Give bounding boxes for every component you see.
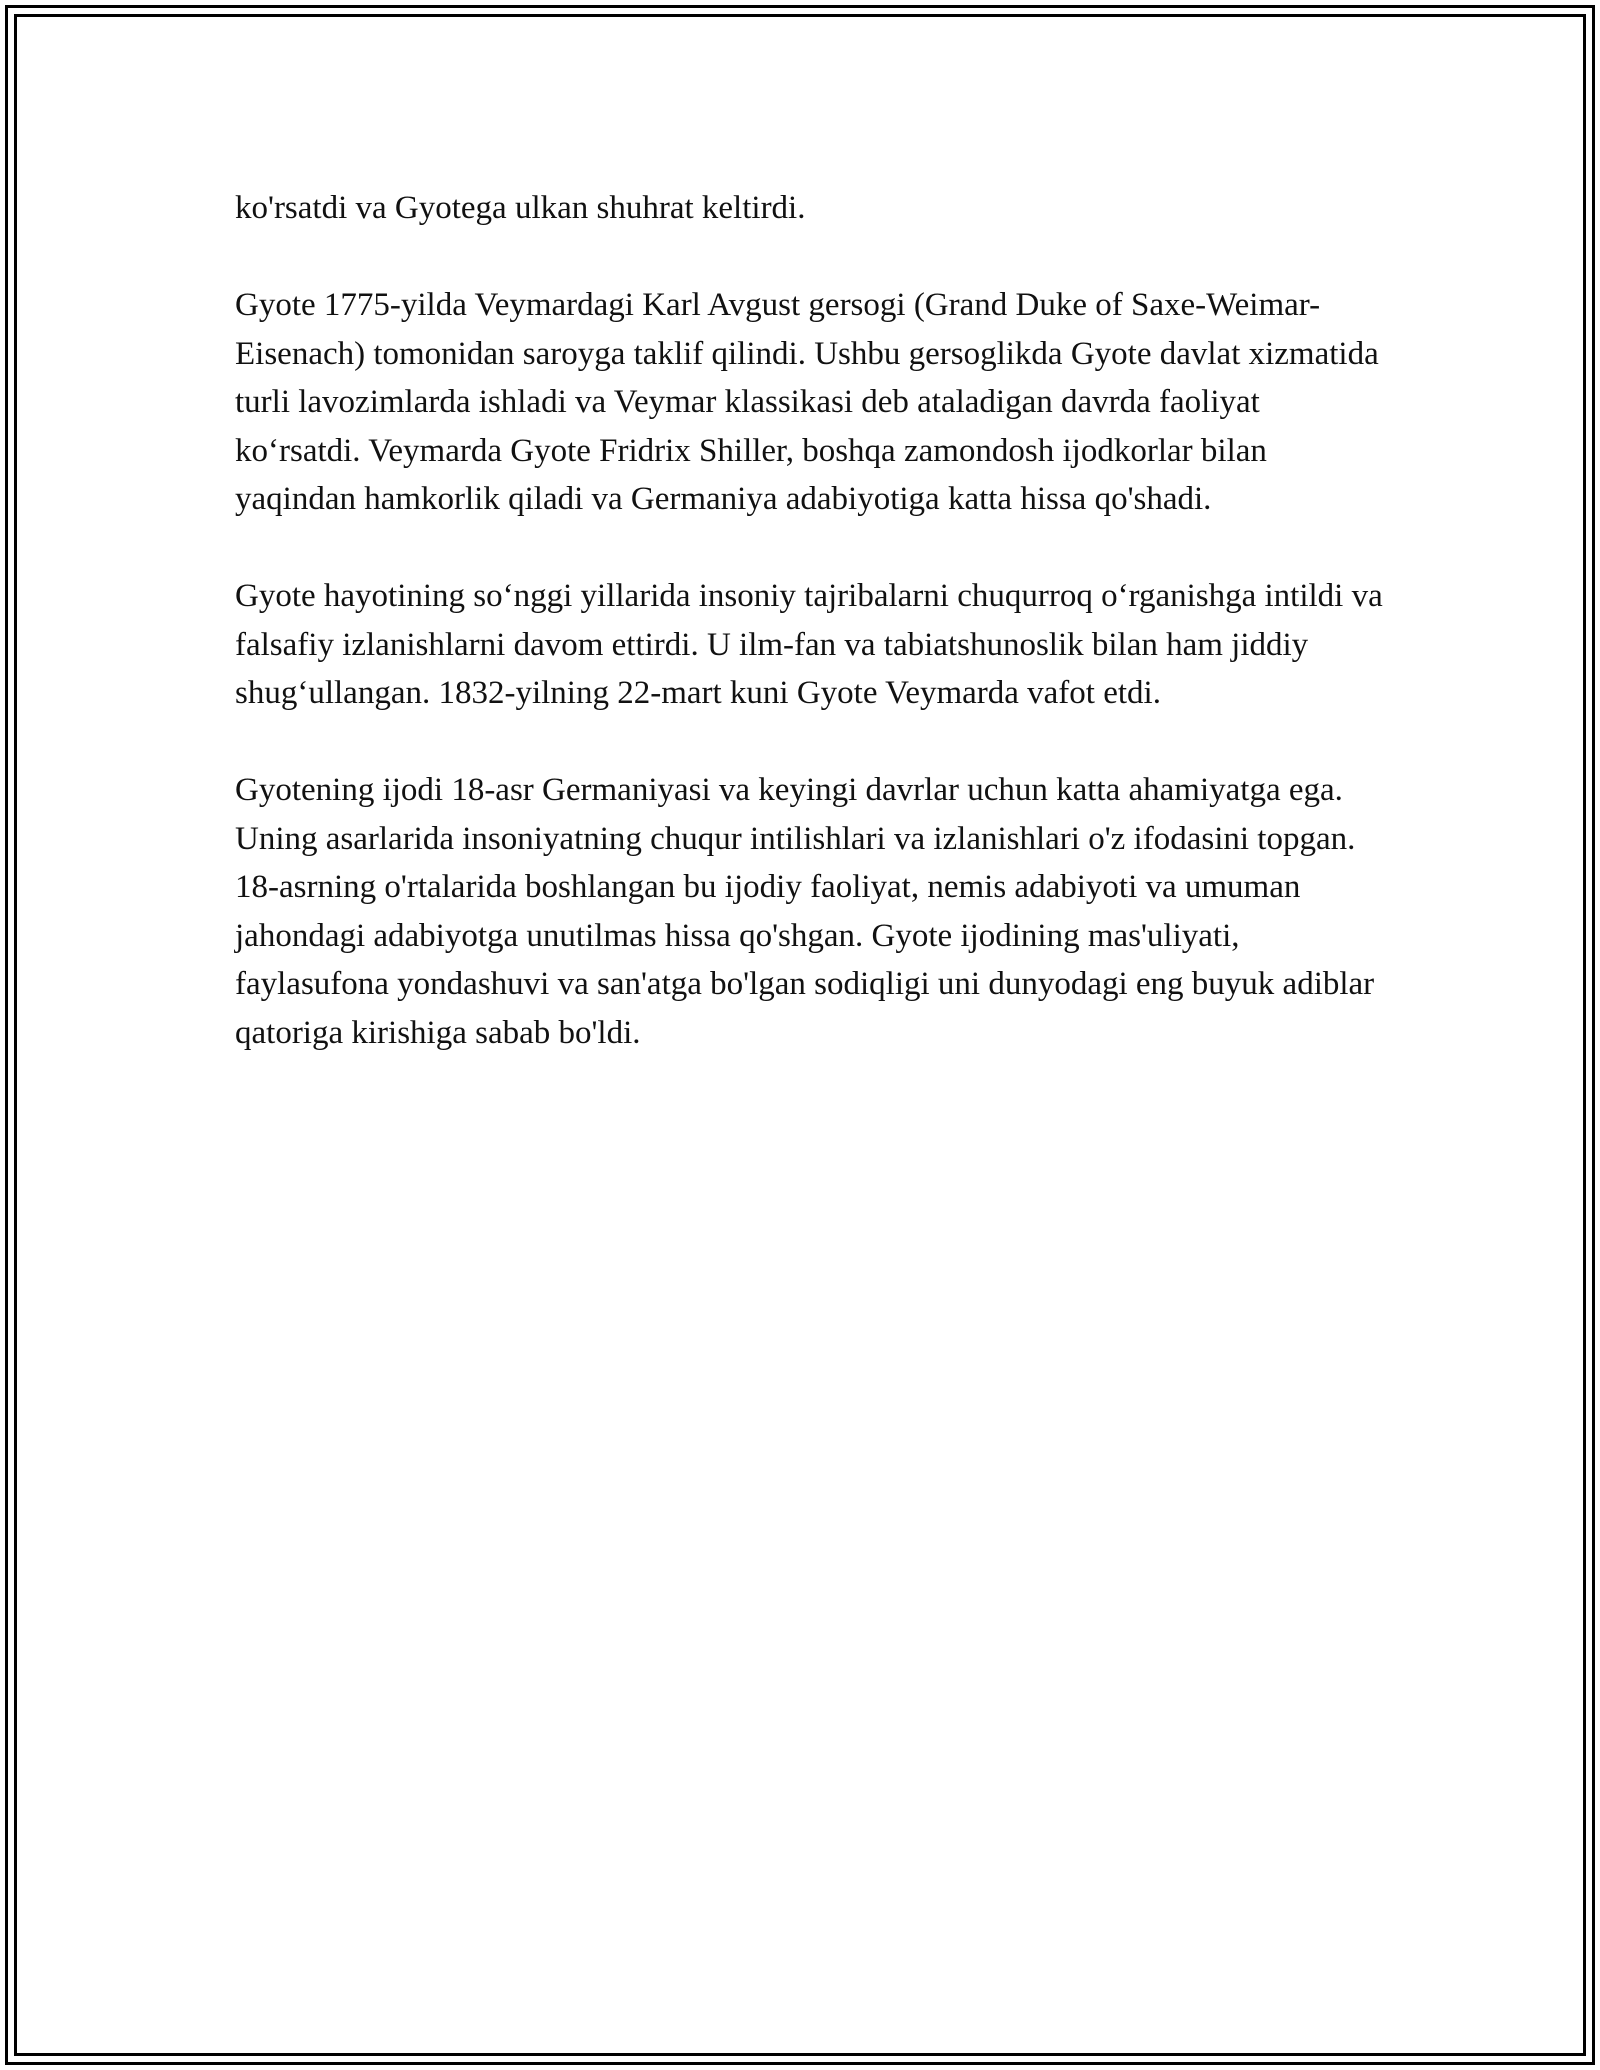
paragraph-final-years: Gyote hayotining so‘nggi yillarida insoniy tajribalarni chuqurroq o‘rganishga intildi va falsafiy izlanishlarni davom ettirdi. U ilm-fan va tabiatshunoslik bilan ham jiddiy shug‘ullangan. 1832-yilning 22-mart kuni Gyote Veymarda vafot etdi. — [235, 578, 1383, 711]
paragraph-weimar: Gyote 1775-yilda Veymardagi Karl Avgust gersogi (Grand Duke of Saxe-Weimar-Eisenach) tomonidan saroyga taklif qilindi. Ushbu gersoglikda Gyote davlat xizmatida turli lavozimlarda ishladi va Veymar klassikasi deb ataladigan davrda faoliyat ko‘rsatdi. Veymarda Gyote Fridrix Shiller, boshqa zamondosh ijodkorlar bilan yaqindan hamkorlik qiladi va Germaniya adabiyotiga katta hissa qo'shadi. — [235, 287, 1379, 517]
paragraph-legacy: Gyotening ijodi 18-asr Germaniyasi va keyingi davrlar uchun katta ahamiyatga ega. Uning asarlarida insoniyatning chuqur intilishlari va izlanishlari o'z ifodasini topgan. 18-asrning o'rtalarida boshlangan bu ijodiy faoliyat, nemis adabiyoti va umuman jahondagi adabiyotga unutilmas hissa qo'shgan. Gyote ijodining mas'uliyati, faylasufona yondashuvi va san'atga bo'lgan sodiqligi uni dunyodagi eng buyuk adiblar qatoriga kirishiga sabab bo'ldi. — [235, 772, 1375, 1051]
document-body — [235, 184, 1385, 1106]
paragraph-continuation: ko'rsatdi va Gyotega ulkan shuhrat keltirdi. — [235, 190, 806, 226]
